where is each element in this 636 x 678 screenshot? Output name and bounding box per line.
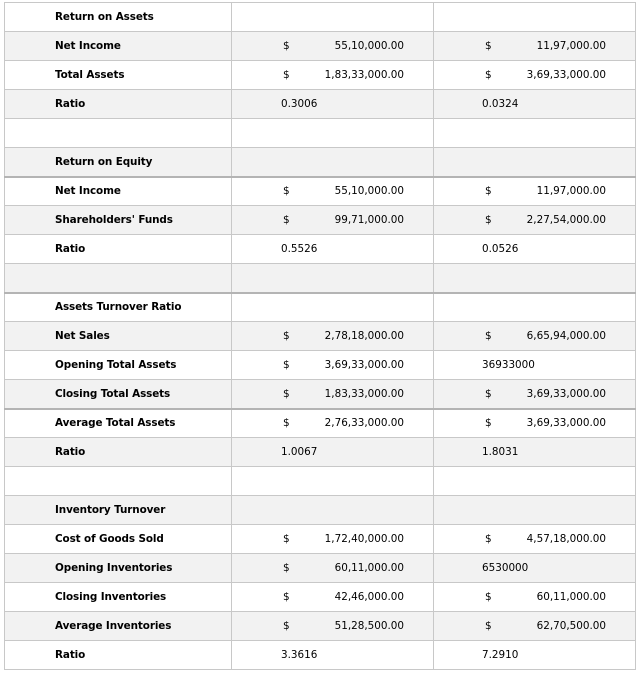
amount: 1,83,33,000.00 bbox=[324, 69, 404, 81]
currency-symbol: $ bbox=[283, 40, 290, 52]
currency-value bbox=[434, 591, 635, 603]
row-label: Net Income bbox=[55, 40, 121, 52]
value-cell-col3[interactable] bbox=[434, 32, 636, 61]
currency-value bbox=[434, 533, 635, 545]
table-row bbox=[5, 554, 636, 583]
value-cell-col2[interactable] bbox=[232, 264, 434, 293]
currency-symbol: $ bbox=[485, 620, 492, 632]
value-cell-col3[interactable] bbox=[434, 206, 636, 235]
currency-value bbox=[434, 214, 635, 226]
value-cell-col2[interactable] bbox=[232, 3, 434, 32]
value-cell-col3[interactable] bbox=[434, 525, 636, 554]
currency-symbol: $ bbox=[283, 387, 290, 400]
row-label: Opening Total Assets bbox=[55, 359, 177, 371]
value-cell-col2[interactable] bbox=[232, 351, 434, 380]
cell-value: 7.2910 bbox=[482, 649, 519, 661]
currency-symbol: $ bbox=[283, 562, 290, 574]
row-label-cell[interactable] bbox=[5, 3, 232, 32]
table-row bbox=[5, 264, 636, 293]
row-label-cell[interactable] bbox=[5, 177, 232, 206]
currency-value bbox=[434, 69, 635, 81]
currency-symbol: $ bbox=[485, 214, 492, 226]
row-label-cell[interactable] bbox=[5, 119, 232, 148]
table-row bbox=[5, 148, 636, 177]
row-label: Inventory Turnover bbox=[55, 504, 166, 516]
cell-value: 0.0324 bbox=[482, 98, 519, 110]
row-label-cell[interactable] bbox=[5, 293, 232, 322]
currency-symbol: $ bbox=[485, 591, 492, 603]
table-row bbox=[5, 641, 636, 670]
amount: 4,57,18,000.00 bbox=[526, 533, 606, 545]
currency-value bbox=[434, 620, 635, 632]
row-label: Ratio bbox=[55, 98, 86, 110]
currency-symbol: $ bbox=[283, 330, 290, 342]
value-cell-col2[interactable] bbox=[232, 409, 434, 438]
value-cell-col2[interactable] bbox=[232, 119, 434, 148]
currency-value bbox=[232, 330, 433, 342]
value-cell-col2[interactable] bbox=[232, 206, 434, 235]
row-label-cell[interactable] bbox=[5, 61, 232, 90]
row-label: Ratio bbox=[55, 243, 86, 255]
currency-symbol: $ bbox=[485, 40, 492, 52]
row-label-cell[interactable] bbox=[5, 264, 232, 293]
amount: 6,65,94,000.00 bbox=[526, 330, 606, 342]
table-row bbox=[5, 119, 636, 148]
table-row bbox=[5, 32, 636, 61]
amount: 3,69,33,000.00 bbox=[324, 359, 404, 371]
value-cell-col3[interactable] bbox=[434, 467, 636, 496]
row-label-cell[interactable] bbox=[5, 206, 232, 235]
value-cell-col2[interactable] bbox=[232, 32, 434, 61]
row-label-cell[interactable] bbox=[5, 525, 232, 554]
row-label: Average Inventories bbox=[55, 620, 172, 632]
row-label-cell[interactable] bbox=[5, 322, 232, 351]
currency-value bbox=[232, 359, 433, 371]
currency-symbol: $ bbox=[485, 185, 492, 198]
value-cell-col3[interactable] bbox=[434, 322, 636, 351]
amount: 3,69,33,000.00 bbox=[526, 387, 606, 400]
row-label-cell[interactable] bbox=[5, 554, 232, 583]
table-row bbox=[5, 61, 636, 90]
row-label-cell[interactable] bbox=[5, 351, 232, 380]
amount: 2,27,54,000.00 bbox=[526, 214, 606, 226]
row-label: Return on Equity bbox=[55, 155, 153, 168]
table-row bbox=[5, 612, 636, 641]
value-cell-col3[interactable] bbox=[434, 641, 636, 670]
currency-value bbox=[434, 185, 635, 197]
currency-symbol: $ bbox=[485, 533, 492, 545]
amount: 2,76,33,000.00 bbox=[324, 417, 404, 430]
value-cell-col2[interactable] bbox=[232, 293, 434, 322]
value-cell-col3[interactable] bbox=[434, 612, 636, 641]
cell-value: 36933000 bbox=[482, 359, 535, 371]
row-label: Ratio bbox=[55, 446, 86, 458]
row-label: Cost of Goods Sold bbox=[55, 533, 164, 545]
value-cell-col2[interactable] bbox=[232, 496, 434, 525]
currency-value bbox=[434, 388, 635, 400]
currency-value bbox=[232, 69, 433, 81]
row-label: Return on Assets bbox=[55, 11, 154, 23]
currency-symbol: $ bbox=[283, 359, 290, 371]
currency-value bbox=[232, 388, 433, 400]
currency-value bbox=[232, 214, 433, 226]
row-label: Net Sales bbox=[55, 330, 110, 342]
row-label: Average Total Assets bbox=[55, 417, 176, 430]
table-row bbox=[5, 409, 636, 438]
value-cell-col2[interactable] bbox=[232, 235, 434, 264]
currency-value bbox=[434, 330, 635, 342]
table-row bbox=[5, 293, 636, 322]
currency-symbol: $ bbox=[283, 185, 290, 198]
amount: 55,10,000.00 bbox=[334, 185, 404, 198]
value-cell-col3[interactable] bbox=[434, 119, 636, 148]
amount: 1,72,40,000.00 bbox=[324, 533, 404, 545]
currency-value bbox=[232, 591, 433, 603]
value-cell-col2[interactable] bbox=[232, 612, 434, 641]
value-cell-col3[interactable] bbox=[434, 61, 636, 90]
cell-value: 6530000 bbox=[482, 562, 529, 574]
value-cell-col3[interactable] bbox=[434, 90, 636, 119]
ratio-table bbox=[4, 2, 636, 670]
cell-value: 1.8031 bbox=[482, 446, 519, 458]
row-label-cell[interactable] bbox=[5, 583, 232, 612]
table-row bbox=[5, 525, 636, 554]
table-row bbox=[5, 351, 636, 380]
amount: 11,97,000.00 bbox=[536, 40, 606, 52]
value-cell-col3[interactable] bbox=[434, 3, 636, 32]
currency-value bbox=[232, 562, 433, 574]
value-cell-col3[interactable] bbox=[434, 438, 636, 467]
value-cell-col2[interactable] bbox=[232, 322, 434, 351]
currency-value bbox=[232, 417, 433, 429]
table-row bbox=[5, 90, 636, 119]
row-label: Opening Inventories bbox=[55, 562, 173, 574]
table-row bbox=[5, 438, 636, 467]
amount: 60,11,000.00 bbox=[536, 591, 606, 603]
currency-value bbox=[434, 40, 635, 52]
row-label-cell[interactable] bbox=[5, 496, 232, 525]
value-cell-col3[interactable] bbox=[434, 409, 636, 438]
value-cell-col2[interactable] bbox=[232, 641, 434, 670]
row-label-cell[interactable] bbox=[5, 380, 232, 409]
currency-symbol: $ bbox=[283, 417, 290, 430]
row-label-cell[interactable] bbox=[5, 467, 232, 496]
amount: 3,69,33,000.00 bbox=[526, 417, 606, 430]
row-label: Shareholders' Funds bbox=[55, 214, 173, 226]
amount: 1,83,33,000.00 bbox=[324, 387, 404, 400]
row-label-cell[interactable] bbox=[5, 90, 232, 119]
row-label: Closing Inventories bbox=[55, 591, 167, 603]
amount: 55,10,000.00 bbox=[334, 40, 404, 52]
table-row bbox=[5, 583, 636, 612]
currency-symbol: $ bbox=[283, 620, 290, 632]
value-cell-col3[interactable] bbox=[434, 351, 636, 380]
value-cell-col3[interactable] bbox=[434, 177, 636, 206]
value-cell-col3[interactable] bbox=[434, 235, 636, 264]
currency-value bbox=[232, 40, 433, 52]
cell-value: 0.5526 bbox=[281, 243, 318, 255]
value-cell-col2[interactable] bbox=[232, 380, 434, 409]
table-row bbox=[5, 3, 636, 32]
value-cell-col3[interactable] bbox=[434, 583, 636, 612]
row-label: Assets Turnover Ratio bbox=[55, 301, 182, 314]
row-label: Ratio bbox=[55, 649, 86, 661]
currency-value bbox=[232, 533, 433, 545]
value-cell-col2[interactable] bbox=[232, 148, 434, 177]
row-label-cell[interactable] bbox=[5, 32, 232, 61]
currency-symbol: $ bbox=[485, 417, 492, 430]
value-cell-col2[interactable] bbox=[232, 177, 434, 206]
table-row bbox=[5, 322, 636, 351]
amount: 11,97,000.00 bbox=[536, 185, 606, 198]
value-cell-col2[interactable] bbox=[232, 61, 434, 90]
cell-value: 0.0526 bbox=[482, 243, 519, 255]
value-cell-col3[interactable] bbox=[434, 554, 636, 583]
value-cell-col2[interactable] bbox=[232, 90, 434, 119]
value-cell-col3[interactable] bbox=[434, 496, 636, 525]
currency-value bbox=[232, 620, 433, 632]
row-label: Total Assets bbox=[55, 69, 125, 81]
currency-value bbox=[434, 417, 635, 429]
currency-symbol: $ bbox=[283, 533, 290, 545]
amount: 2,78,18,000.00 bbox=[324, 330, 404, 342]
currency-symbol: $ bbox=[485, 330, 492, 342]
row-label: Net Income bbox=[55, 185, 121, 198]
table-row bbox=[5, 177, 636, 206]
amount: 99,71,000.00 bbox=[334, 214, 404, 226]
spreadsheet bbox=[4, 2, 635, 670]
cell-value: 1.0067 bbox=[281, 446, 318, 458]
row-label-cell[interactable] bbox=[5, 235, 232, 264]
table-row bbox=[5, 467, 636, 496]
amount: 62,70,500.00 bbox=[536, 620, 606, 632]
value-cell-col2[interactable] bbox=[232, 467, 434, 496]
table-row bbox=[5, 496, 636, 525]
row-label-cell[interactable] bbox=[5, 438, 232, 467]
currency-symbol: $ bbox=[283, 214, 290, 226]
cell-value: 3.3616 bbox=[281, 649, 318, 661]
amount: 51,28,500.00 bbox=[334, 620, 404, 632]
currency-symbol: $ bbox=[283, 69, 290, 81]
value-cell-col3[interactable] bbox=[434, 380, 636, 409]
row-label-cell[interactable] bbox=[5, 409, 232, 438]
table-row bbox=[5, 206, 636, 235]
value-cell-col2[interactable] bbox=[232, 525, 434, 554]
row-label-cell[interactable] bbox=[5, 612, 232, 641]
value-cell-col2[interactable] bbox=[232, 554, 434, 583]
table-row bbox=[5, 380, 636, 409]
currency-value bbox=[232, 185, 433, 197]
row-label-cell[interactable] bbox=[5, 641, 232, 670]
cell-value: 0.3006 bbox=[281, 98, 318, 110]
table-row bbox=[5, 235, 636, 264]
value-cell-col2[interactable] bbox=[232, 438, 434, 467]
currency-symbol: $ bbox=[485, 69, 492, 81]
value-cell-col3[interactable] bbox=[434, 264, 636, 293]
currency-symbol: $ bbox=[283, 591, 290, 603]
ratio-table-body bbox=[5, 3, 636, 670]
row-label-cell[interactable] bbox=[5, 148, 232, 177]
row-label: Closing Total Assets bbox=[55, 387, 171, 400]
value-cell-col3[interactable] bbox=[434, 148, 636, 177]
value-cell-col3[interactable] bbox=[434, 293, 636, 322]
currency-symbol: $ bbox=[485, 387, 492, 400]
amount: 60,11,000.00 bbox=[334, 562, 404, 574]
amount: 42,46,000.00 bbox=[334, 591, 404, 603]
amount: 3,69,33,000.00 bbox=[526, 69, 606, 81]
value-cell-col2[interactable] bbox=[232, 583, 434, 612]
